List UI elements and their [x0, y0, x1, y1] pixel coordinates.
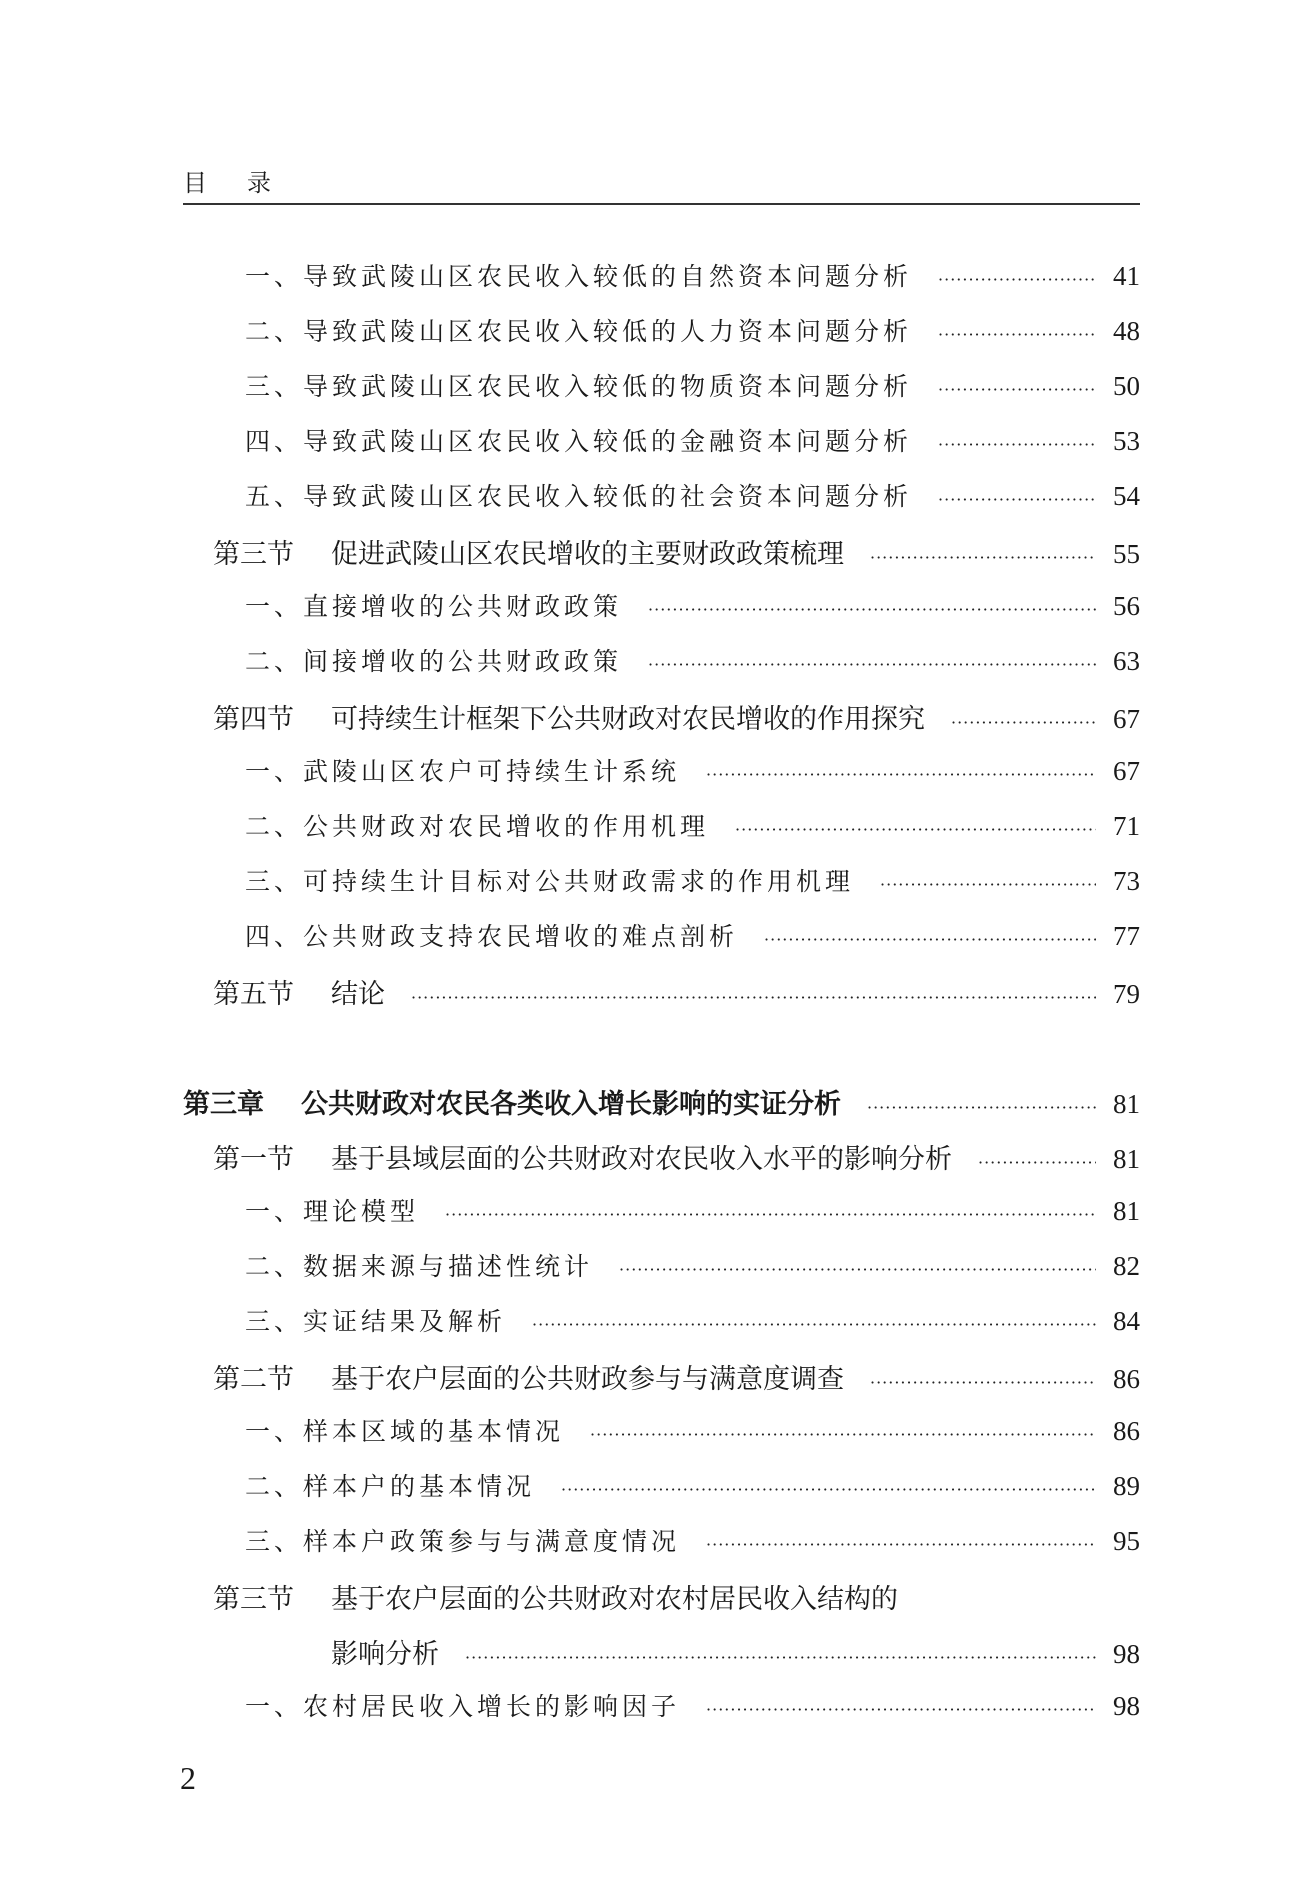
toc-entry-page: 53: [1113, 426, 1140, 456]
toc-entry-page: 71: [1113, 811, 1140, 841]
toc-section-title: 促进武陵山区农民增收的主要财政政策梳理: [331, 539, 844, 570]
toc-entry: [245, 1522, 1140, 1558]
toc-entry-page: 98: [1113, 1691, 1140, 1721]
toc-entry-page: 41: [1113, 261, 1140, 291]
toc-chapter-label: 第三章: [183, 1089, 264, 1120]
toc-entry-title: 二、数据来源与描述性统计: [245, 1252, 594, 1281]
toc-leader-dots: [938, 490, 1096, 509]
toc-leader-dots: [532, 1315, 1096, 1334]
toc-entry-title: 三、导致武陵山区农民收入较低的物质资本问题分析: [245, 372, 913, 401]
toc-leader-dots: [590, 1425, 1096, 1444]
toc-leader-dots: [951, 713, 1096, 732]
toc-leader-dots: [619, 1260, 1096, 1279]
toc-section-title: 可持续生计框架下公共财政对农民增收的作用探究: [331, 704, 925, 735]
toc-section: [213, 532, 1140, 571]
toc-entry: [245, 257, 1140, 293]
toc-leader-dots: [706, 1535, 1096, 1554]
toc-section: [213, 697, 1140, 736]
toc-section-label: 第三节: [213, 539, 294, 570]
toc-section-label: 第二节: [213, 1364, 294, 1395]
toc-section-title: 基于农户层面的公共财政参与与满意度调查: [331, 1364, 844, 1395]
toc-leader-dots: [938, 435, 1096, 454]
toc-section-title: 基于县域层面的公共财政对农民收入水平的影响分析: [331, 1144, 952, 1175]
toc-entry-page: 77: [1113, 921, 1140, 951]
running-header: [183, 163, 271, 198]
toc-section-label: 第三节: [213, 1584, 294, 1615]
toc-entry-title: 四、导致武陵山区农民收入较低的金融资本问题分析: [245, 427, 913, 456]
toc-entry-title: 五、导致武陵山区农民收入较低的社会资本问题分析: [245, 482, 913, 511]
toc-section-label: 第五节: [213, 979, 294, 1010]
toc-leader-dots: [938, 325, 1096, 344]
toc-entry-title: 二、样本户的基本情况: [245, 1472, 536, 1501]
toc-section-title-cont: 影响分析: [331, 1639, 439, 1670]
toc-entry: [245, 587, 1140, 623]
toc-entry-page: 81: [1113, 1089, 1140, 1119]
toc-section-title: 基于农户层面的公共财政对农村居民收入结构的: [331, 1584, 898, 1615]
toc-leader-dots: [870, 548, 1096, 567]
toc-entry-page: 89: [1113, 1471, 1140, 1501]
toc-entry: [245, 367, 1140, 403]
toc-leader-dots: [465, 1648, 1096, 1667]
toc-entry: [245, 422, 1140, 458]
toc-leader-dots: [561, 1480, 1096, 1499]
toc-section: [213, 972, 1140, 1011]
toc-entry-title: 三、样本户政策参与与满意度情况: [245, 1527, 681, 1556]
toc-entry-title: 一、武陵山区农户可持续生计系统: [245, 757, 681, 786]
toc-leader-dots: [706, 765, 1096, 784]
toc-leader-dots: [735, 820, 1096, 839]
toc-entry-title: 二、间接增收的公共财政政策: [245, 647, 623, 676]
toc-entry-title: 一、直接增收的公共财政政策: [245, 592, 623, 621]
toc-leader-dots: [648, 655, 1096, 674]
toc-leader-dots: [648, 600, 1096, 619]
toc-entry: [245, 1412, 1140, 1448]
toc-entry-page: 73: [1113, 866, 1140, 896]
toc-entry-page: 55: [1113, 539, 1140, 569]
toc-entry-page: 48: [1113, 316, 1140, 346]
toc-entry: [245, 642, 1140, 678]
header-rule: [183, 203, 1140, 205]
page-number: 2: [180, 1760, 196, 1796]
toc-entry-title: 三、可持续生计目标对公共财政需求的作用机理: [245, 867, 855, 896]
toc-entry-page: 98: [1113, 1639, 1140, 1669]
toc-section-label: 第四节: [213, 704, 294, 735]
toc-entry: [245, 1192, 1140, 1228]
toc-entry-title: 一、理论模型: [245, 1197, 420, 1226]
toc-leader-dots: [978, 1153, 1096, 1172]
toc-entry-page: 95: [1113, 1526, 1140, 1556]
toc-entry-page: 63: [1113, 646, 1140, 676]
toc-entry-page: 82: [1113, 1251, 1140, 1281]
toc-entry-page: 67: [1113, 756, 1140, 786]
toc-entry-page: 86: [1113, 1416, 1140, 1446]
toc-entry-page: 81: [1113, 1196, 1140, 1226]
toc-leader-dots: [764, 930, 1096, 949]
toc-leader-dots: [706, 1700, 1096, 1719]
toc-entry-title: 四、公共财政支持农民增收的难点剖析: [245, 922, 739, 951]
toc-section: [213, 1577, 1140, 1616]
toc-entry-page: 50: [1113, 371, 1140, 401]
toc-section: [213, 1357, 1140, 1396]
toc-entry-title: 三、实证结果及解析: [245, 1307, 507, 1336]
toc-entry-title: 一、导致武陵山区农民收入较低的自然资本问题分析: [245, 262, 913, 291]
toc-leader-dots: [867, 1098, 1096, 1117]
toc-leader-dots: [938, 270, 1096, 289]
toc-entry-page: 81: [1113, 1144, 1140, 1174]
toc-leader-dots: [411, 988, 1096, 1007]
toc-entry: [245, 477, 1140, 513]
toc-leader-dots: [445, 1205, 1096, 1224]
toc-entry-title: 二、导致武陵山区农民收入较低的人力资本问题分析: [245, 317, 913, 346]
toc-entry-page: 86: [1113, 1364, 1140, 1394]
toc-entry: [245, 752, 1140, 788]
toc-section-title: 结论: [331, 979, 385, 1010]
toc-entry: [245, 917, 1140, 953]
toc-section-continuation: [331, 1632, 1140, 1671]
toc-entry-page: 84: [1113, 1306, 1140, 1336]
toc-section: [213, 1137, 1140, 1176]
toc-entry: [245, 1467, 1140, 1503]
toc-chapter: [183, 1082, 1140, 1121]
toc-entry-page: 79: [1113, 979, 1140, 1009]
toc-entry-title: 一、农村居民收入增长的影响因子: [245, 1692, 681, 1721]
toc-leader-dots: [880, 875, 1096, 894]
toc-entry: [245, 862, 1140, 898]
toc-chapter-title: 公共财政对农民各类收入增长影响的实证分析: [301, 1089, 841, 1120]
toc-entry-page: 54: [1113, 481, 1140, 511]
toc-section-label: 第一节: [213, 1144, 294, 1175]
header-char-1: 目: [183, 169, 207, 197]
toc-entry-page: 56: [1113, 591, 1140, 621]
toc-entry-title: 一、样本区域的基本情况: [245, 1417, 565, 1446]
header-char-2: 录: [247, 169, 271, 197]
toc-leader-dots: [938, 380, 1096, 399]
toc-entry: [245, 1247, 1140, 1283]
toc-entry-page: 67: [1113, 704, 1140, 734]
toc-entry-title: 二、公共财政对农民增收的作用机理: [245, 812, 710, 841]
toc-entry: [245, 807, 1140, 843]
toc-entry: [245, 1687, 1140, 1723]
toc-entry: [245, 312, 1140, 348]
toc-leader-dots: [870, 1373, 1096, 1392]
toc-entry: [245, 1302, 1140, 1338]
